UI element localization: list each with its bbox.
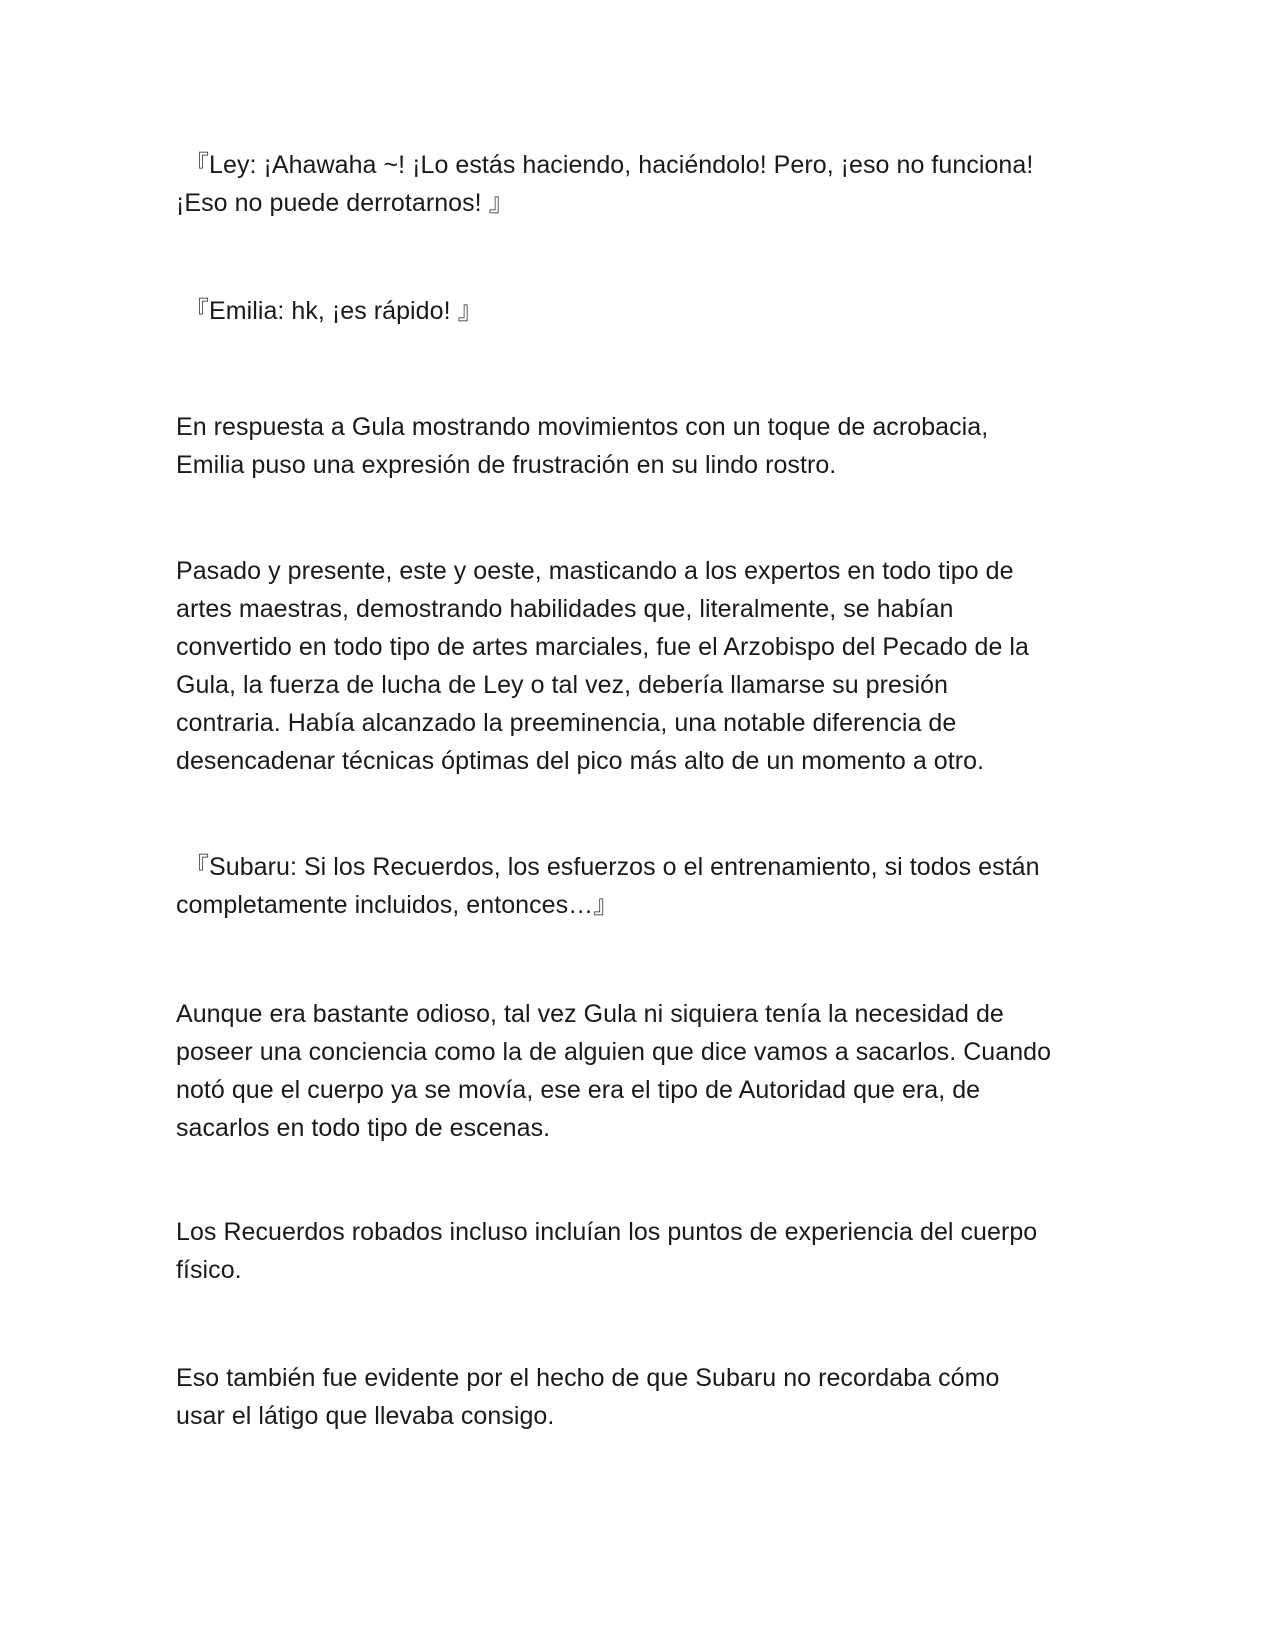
paragraph-latigo [176,1359,1096,1435]
text-line: 『Emilia: hk, ¡es rápido! 』 [184,297,483,325]
paragraph-subaru-dialogue [176,848,1096,924]
text-line: 『Ley: ¡Ahawaha ~! ¡Lo estás haciendo, haciéndolo! Pero, ¡eso no funciona! [184,151,1034,179]
text-line: desencadenar técnicas óptimas del pico más alto de un momento a otro. [176,747,985,775]
text-line: Emilia puso una expresión de frustración en su lindo rostro. [176,451,837,479]
text-line: Aunque era bastante odioso, tal vez Gula ni siquiera tenía la necesidad de [176,1000,1004,1028]
text-line: Gula, la fuerza de lucha de Ley o tal vez, debería llamarse su presión [176,671,948,699]
paragraph-ley-dialogue [176,146,1096,222]
text-line: poseer una conciencia como la de alguien que dice vamos a sacarlos. Cuando [176,1038,1052,1066]
text-line: contraria. Había alcanzado la preeminencia, una notable diferencia de [176,709,957,737]
paragraph-acrobacia [176,408,1096,484]
text-line: convertido en todo tipo de artes marciales, fue el Arzobispo del Pecado de la [176,633,1029,661]
text-line: Eso también fue evidente por el hecho de que Subaru no recordaba cómo [176,1364,1000,1392]
paragraph-recuerdos-robados [176,1213,1096,1289]
paragraph-emilia-dialogue [176,292,1096,330]
text-line: ¡Eso no puede derrotarnos! 』 [176,189,514,217]
text-line: usar el látigo que llevaba consigo. [176,1402,555,1430]
paragraph-gula-autoridad [176,995,1096,1147]
text-line: artes maestras, demostrando habilidades que, literalmente, se habían [176,595,954,623]
paragraph-pasado-presente [176,552,1096,780]
text-line: físico. [176,1256,242,1284]
text-line: Pasado y presente, este y oeste, masticando a los expertos en todo tipo de [176,557,1014,585]
text-line: completamente incluidos, entonces…』 [176,891,619,919]
text-line: Los Recuerdos robados incluso incluían los puntos de experiencia del cuerpo [176,1218,1038,1246]
text-line: notó que el cuerpo ya se movía, ese era el tipo de Autoridad que era, de [176,1076,981,1104]
text-line: 『Subaru: Si los Recuerdos, los esfuerzos o el entrenamiento, si todos están [184,853,1040,881]
text-line: sacarlos en todo tipo de escenas. [176,1114,551,1142]
text-line: En respuesta a Gula mostrando movimientos con un toque de acrobacia, [176,413,989,441]
